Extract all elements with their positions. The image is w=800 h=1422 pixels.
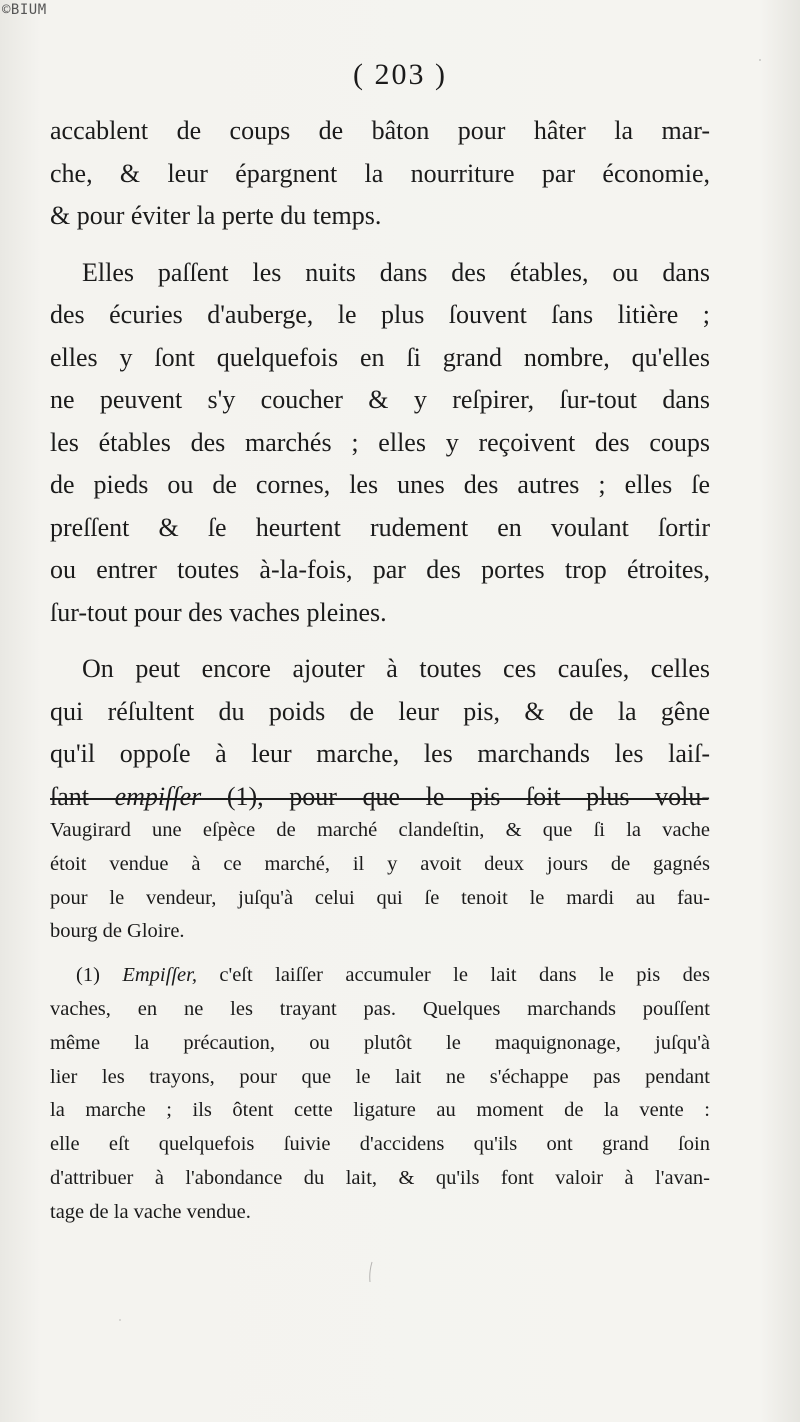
text-line: Elles paſſent les nuits dans des étables, ou dans [82, 257, 710, 287]
paragraph [50, 648, 710, 818]
italic-term: Empiſſer, [122, 964, 197, 987]
text-line: preſſent & ſe heurtent rudement en voulant ſortir [50, 512, 710, 542]
text-line: ſur-tout pour des vaches pleines. [50, 597, 387, 627]
text-line: & pour éviter la perte du temps. [50, 201, 382, 230]
text-segment: (1) [76, 964, 123, 987]
text-line: On peut encore ajouter à toutes ces cauſes, celles [82, 654, 710, 683]
watermark-stamp: ©BIUM [2, 2, 47, 18]
footnote-continued [50, 814, 710, 949]
text-line: accablent de coups de bâton pour hâter la mar- [50, 116, 710, 145]
paragraph [50, 252, 710, 635]
italic-term: empiſſer [114, 781, 202, 811]
footnote-line: même la précaution, ou plutôt le maquignonage, juſqu'à [50, 1031, 710, 1054]
footnote-line: la marche ; ils ôtent cette ligature au moment de la vente : [50, 1099, 710, 1122]
text-line: des écuries d'auberge, le plus ſouvent ſans litière ; [50, 300, 710, 329]
main-text [50, 110, 710, 818]
footnote-line: pour le vendeur, juſqu'à celui qui ſe tenoit le mardi au fau- [50, 886, 710, 909]
paragraph [50, 110, 710, 238]
footnote-line: tage de la vache vendue. [50, 1200, 251, 1223]
footnote-line: bourg de Gloire. [50, 920, 185, 943]
footnote-line: Vaugirard une eſpèce de marché clandeſtin, & que ſi la vache [50, 819, 710, 841]
footnote-line: étoit vendue à ce marché, il y avoit deux jours de gagnés [50, 852, 710, 875]
footnote-line: vaches, en ne les trayant pas. Quelques marchands pouſſent [50, 997, 710, 1020]
footnote-line: d'attribuer à l'abondance du lait, & qu'ils font valoir à l'avan- [50, 1166, 710, 1189]
footnote-1 [50, 959, 710, 1229]
footnote-line: elle eſt quelquefois ſuivie d'accidens qu'ils ont grand ſoin [50, 1133, 710, 1156]
text-segment: ſant [50, 781, 115, 811]
text-segment: (1), pour que le pis ſoit plus volu- [201, 781, 711, 811]
page-number: ( 203 ) [353, 58, 447, 91]
text-line: les étables des marchés ; elles y reçoivent des coups [50, 427, 710, 457]
footnote-line: lier les trayons, pour que le lait ne s'échappe pas pendant [50, 1065, 710, 1088]
text-line: de pieds ou de cornes, les unes des autres ; elles ſe [50, 470, 710, 499]
text-line: qui réſultent du poids de leur pis, & de la gêne [50, 696, 710, 726]
footnotes [50, 814, 710, 1230]
footnote-rule [50, 798, 708, 800]
text-line: ne peuvent s'y coucher & y reſpirer, ſur-tout dans [50, 385, 710, 414]
text-line: qu'il oppoſe à leur marche, les marchands les laiſ- [50, 739, 710, 768]
text-line [50, 776, 710, 819]
footnote-line [50, 959, 710, 993]
text-segment: c'eſt laiſſer accumuler le lait dans le pis des [196, 964, 711, 987]
text-line: che, & leur épargnent la nourriture par économie, [50, 158, 710, 188]
text-line: elles y ſont quelquefois en ſi grand nombre, qu'elles [50, 342, 710, 372]
text-line: ou entrer toutes à-la-fois, par des portes trop étroites, [50, 555, 710, 584]
